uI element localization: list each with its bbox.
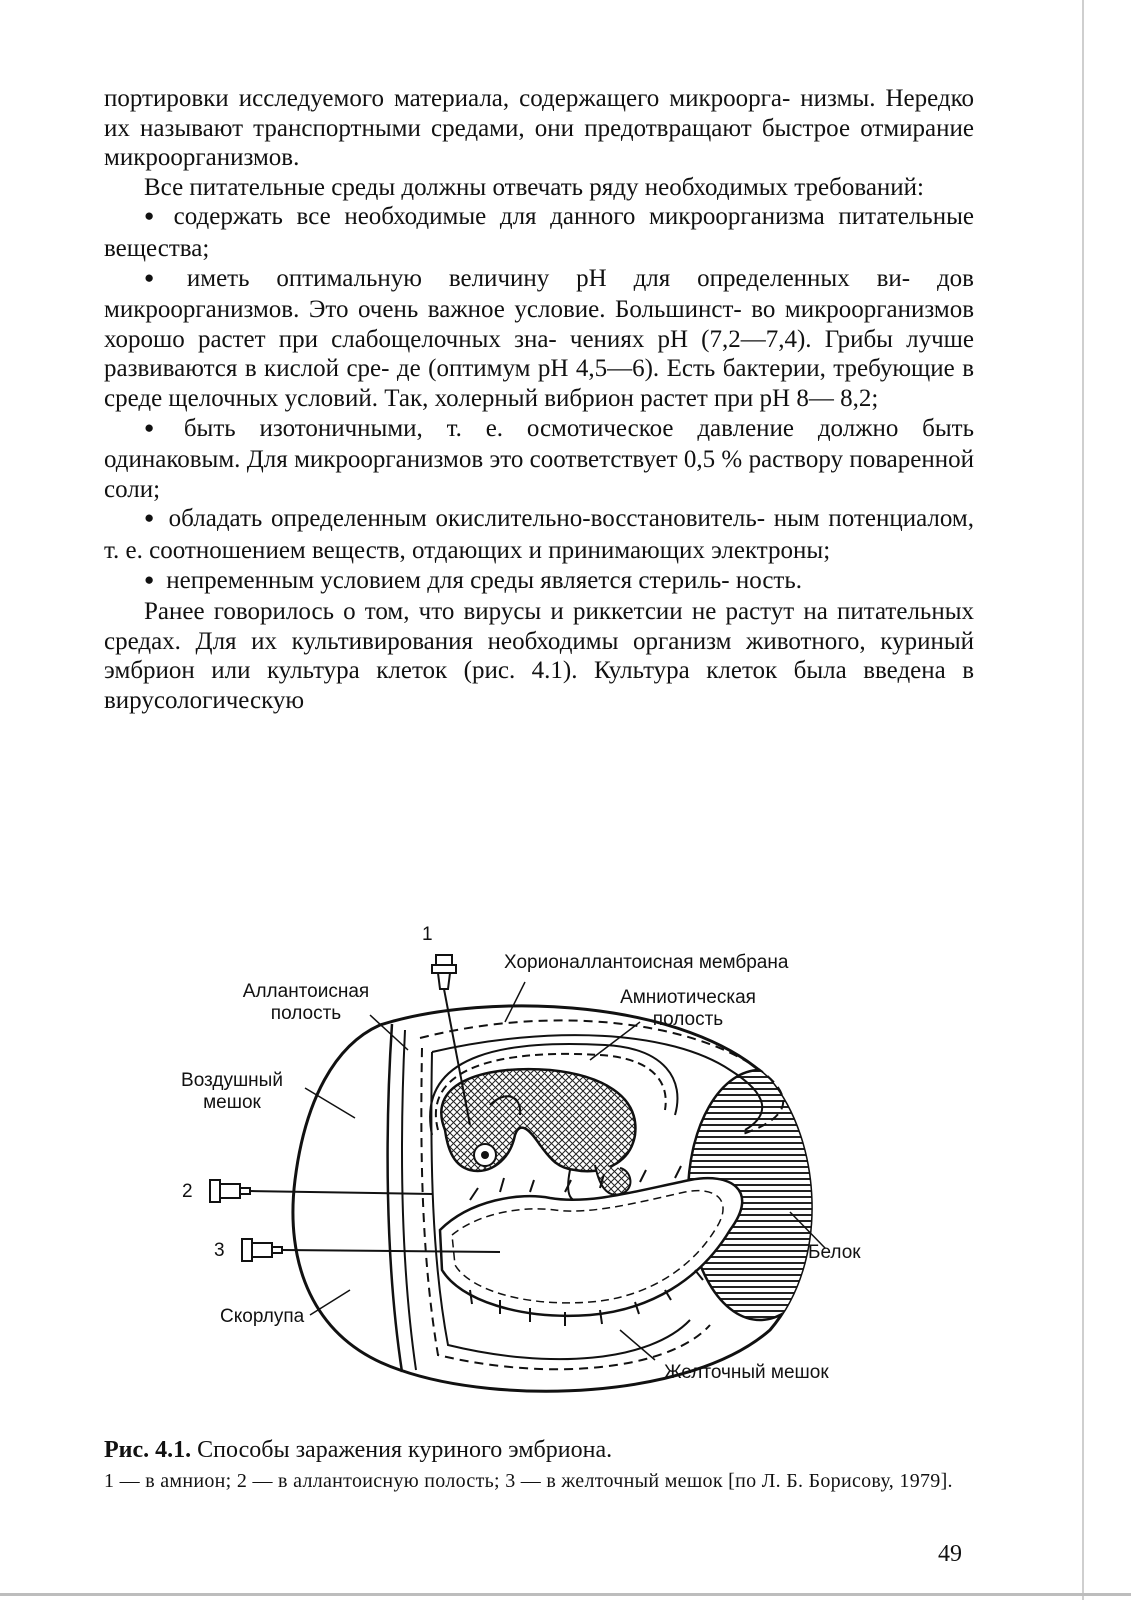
- label-syringe-3: 3: [214, 1240, 225, 1261]
- figure-chick-embryo: [170, 924, 910, 1430]
- label-air-sac: Воздушный мешок: [181, 1070, 283, 1113]
- page-number: 49: [938, 1541, 962, 1567]
- paragraph-transport-media: портировки исследуемого материала, содержащего микроорга- низмы. Нередко их называют транспортными средами, они предотвращают быстрое отмирание микроорганизмов.: [104, 85, 974, 172]
- paragraph-cultivation: Ранее говорилось о том, что вирусы и риккетсии не растут на питательных средах. Для их культивирования необходимы организм животного, куриный эмбрион или культура клеток (рис. 4.1). Культура клеток была введена в вирусологическую: [104, 598, 974, 714]
- label-shell: Скорлупа: [220, 1306, 305, 1327]
- label-syringe-2: 2: [182, 1181, 193, 1202]
- caption-note: 1 — в амнион; 2 — в аллантоисную полость; 3 — в желточный мешок [по Л. Б. Борисову, 1979].: [104, 1470, 953, 1492]
- figure-caption: [104, 1435, 974, 1494]
- page-edge-bottom: [0, 1593, 1131, 1596]
- bullet-nutrients: ● содержать все необходимые для данного микроорганизма питательные вещества;: [104, 202, 974, 263]
- bullet-ph: ● иметь оптимальную величину pH для определенных ви- дов микроорганизмов. Это очень важное условие. Большинст- во микроорганизмов хорошо растет при слабощелочных зна- чениях pH (7,2—7,4). Грибы лучше развиваются в кислой сре- де (оптимум pH 4,5—6). Есть бактерии, требующие в среде щелочных условий. Так, холерный вибрион растет при pH 8— 8,2;: [104, 264, 974, 414]
- page-edge-right: [1082, 0, 1084, 1600]
- body-text: [104, 84, 974, 715]
- label-syringe-1: 1: [422, 924, 433, 945]
- bullet-isotonic: ● быть изотоничными, т. е. осмотическое давление должно быть одинаковым. Для микроорганизмов это соответствует 0,5 % раствору поваренной соли;: [104, 414, 974, 505]
- caption-text: Способы заражения куриного эмбриона.: [197, 1437, 613, 1463]
- label-albumen: Белок: [808, 1242, 861, 1263]
- bullet-sterility: ● непременным условием для среды является стериль- ность.: [104, 566, 974, 598]
- caption-title: [104, 1435, 974, 1465]
- paragraph-requirements: Все питательные среды должны отвечать ряду необходимых требований:: [144, 173, 925, 201]
- label-chorioallantoic-membrane: Хорионаллантоисная мембрана: [504, 952, 789, 973]
- label-yolk-sac: Желточный мешок: [664, 1362, 829, 1383]
- bullet-redox: ● обладать определенным окислительно-восстановитель- ным потенциалом, т. е. соотношением веществ, отдающих и принимающих электроны;: [104, 504, 974, 565]
- label-allantoic-cavity: Аллантоисная полость: [242, 981, 370, 1024]
- label-amniotic-cavity: Амниотическая полость: [620, 987, 756, 1030]
- caption-prefix: Рис. 4.1.: [104, 1437, 192, 1463]
